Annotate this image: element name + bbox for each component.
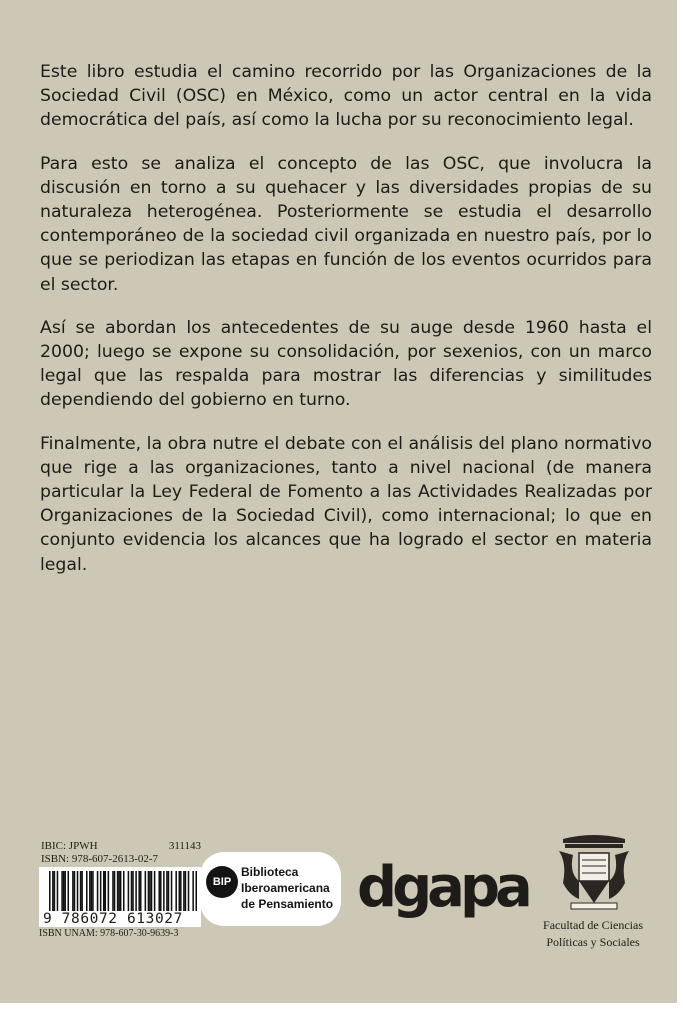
dgapa-wordmark: dgapa <box>357 858 528 920</box>
unam-crest <box>555 833 633 917</box>
bip-name <box>241 864 333 912</box>
synopsis-paragraph-1: Este libro estudia el camino recorrido por las Organizaciones de la Sociedad Civil (OSC) en México, como un actor central en la vida democrática del país, así como la lucha por su reconocimiento legal. <box>40 62 652 131</box>
catalog-number: 311143 <box>168 840 201 852</box>
faculty-line-1: Facultad de Ciencias <box>543 918 643 932</box>
bip-logo <box>200 852 341 926</box>
synopsis-paragraph-4: Finalmente, la obra nutre el debate con el análisis del plano normativo que rige a las organizaciones, tanto a nivel nacional (de manera particular la Ley Federal de Fomento a las Actividades Realizadas por Organizaciones de la Sociedad Civil), como internacional; lo que en conjunto evidencia los alcances que ha logrado el sector en materia legal. <box>40 433 652 575</box>
synopsis-paragraph-2: Para esto se analiza el concepto de las OSC, que involucra la discusión en torno a su quehacer y las diversidades propias de su naturaleza heterogénea. Posteriormente se estudia el desarrollo contemporáneo de la sociedad civil organizada en nuestro país, por lo que se periodizan las etapas en función de los eventos ocurridos para el sector. <box>40 153 652 295</box>
ibic-row <box>41 840 201 854</box>
synopsis-paragraph-3: Así se abordan los antecedentes de su auge desde 1960 hasta el 2000; luego se expone su consolidación, por sexenios, con un marco legal que las respalda para mostrar las diferencias y similitudes dependiendo del gobierno en turno. <box>40 317 652 411</box>
synopsis-text <box>40 60 652 596</box>
bip-line-2: Iberoamericana <box>241 881 330 895</box>
page-edge-bottom <box>0 1003 683 1024</box>
bip-badge-icon: BIP <box>206 866 238 898</box>
isbn-label: ISBN: 978-607-2613-02-7 <box>41 853 159 865</box>
barcode-area <box>39 840 202 940</box>
dgapa-logo-mark <box>355 858 533 920</box>
ibic-code: IBIC: JPWH <box>41 840 98 852</box>
dgapa-logo <box>355 858 533 924</box>
barcode <box>39 867 201 927</box>
faculty-line-2: Políticas y Sociales <box>546 935 640 949</box>
bip-line-3: de Pensamiento <box>241 897 334 911</box>
page-edge-right <box>677 0 683 1024</box>
isbn-unam-label: ISBN UNAM: 978-607-30-9639-3 <box>39 928 179 939</box>
bip-line-1: Biblioteca <box>241 865 299 879</box>
barcode-bars <box>49 871 197 913</box>
barcode-digits: 9 786072 613027 <box>41 911 201 927</box>
unam-crest-icon <box>555 833 633 913</box>
faculty-name <box>533 917 653 951</box>
